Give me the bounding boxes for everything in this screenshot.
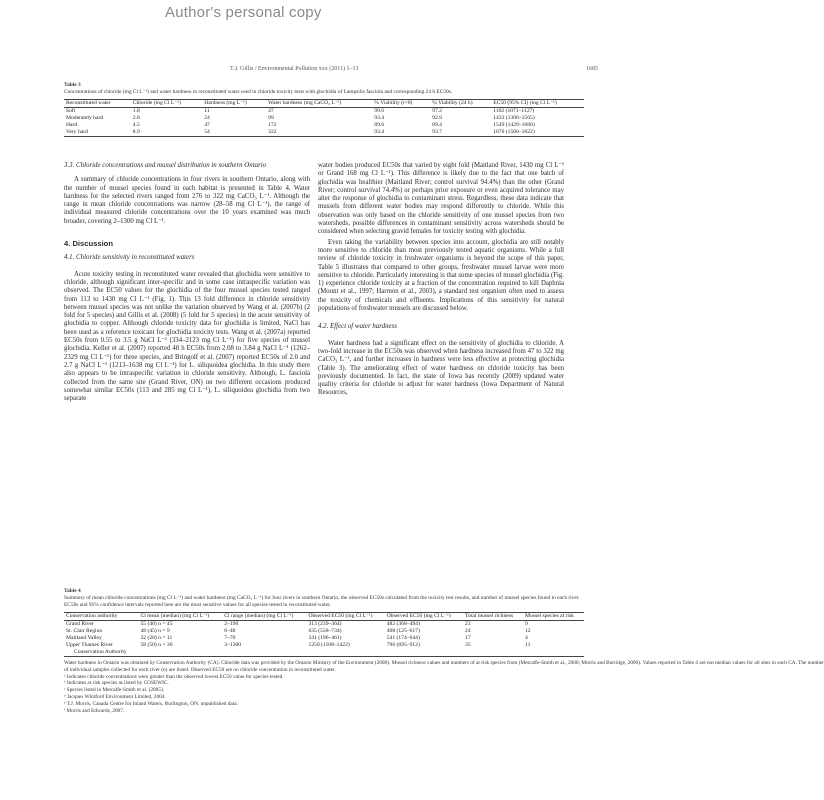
paragraph: Water hardness had a significant effect on the sensitivity of glochidia to chloride. A two-fold increase in the EC50s was observed when hardness increased from 47 to 322 mg CaCO₃ L⁻¹, and further increases in hardness were less effective at protecting glochidia (Table 3). The ameliorating effect of water hardness on chloride toxicity has been previously documented. In fact, the state of Iowa has recently (2009) updated water quality criteria for chloride to adjust for water hardness (Iowa Department of Natural Resources,: [318, 339, 564, 397]
table-cell: 1250 (1108–1422): [308, 642, 350, 648]
paragraph: A summary of chloride concentrations in four rivers in southern Ontario, along with the number of mussel species found in each habitat is presented in Table 4. Water hardness for the selected rivers ranged from 276 to 322 mg CaCO₃ L⁻¹. Although the range in mean chloride concentrations was narrow (28–58 mg Cl L⁻¹), the range of individual measured chloride concentrations over the 10 years examined was much broader, covering 2–1300 mg Cl L⁻¹.: [64, 176, 310, 225]
table-cell: 541 (174–644): [386, 635, 420, 641]
table3-label: Table 3: [64, 82, 81, 88]
table-cell: 408 (125–617): [386, 628, 420, 634]
table3-header-row: [64, 100, 584, 108]
footnote: ᶠ Morris and Edwards, 2007.: [64, 707, 125, 714]
table4-header: Cl range (median) (mg Cl L⁻¹): [222, 613, 306, 621]
table-cell: [385, 649, 463, 657]
table-cell: Very hard: [66, 129, 88, 135]
table-row: [64, 129, 584, 137]
table-cell: 635 (558–734): [308, 628, 342, 634]
table-cell: 796 (695–912): [386, 642, 420, 648]
table-cell: 93.4: [374, 129, 385, 135]
table-cell: Grand River: [66, 621, 94, 627]
paragraph: Acute toxicity testing in reconstituted water revealed that glochidia were sensitive to chloride, although significant inter-specific and in some case intraspecific variation was observed. The EC50 values for the glochidia of the four mussel species tested ranged from 113 to 1430 mg Cl L⁻¹ (Fig. 1). This 13 fold difference in chloride sensitivity between mussel species was not unlike the variation observed by Wang et al. (2007b) (2 fold for 5 species) and Gillis et al. (2008) (5 fold for 5 species) in the acute sensitivity of glochidia to copper. Although chloride toxicity data for glochidia is limited, NaCl has been used as a reference toxicant for glochidia toxicity tests. Wang et al. (2007a) reported EC50s from 0.55 to 3.5 g NaCl L⁻¹ (334–2123 mg Cl L⁻¹) for five species of mussel glochidia. Keller et al. (2007) reported 48 h EC50s from 2.08 to 3.84 g NaCl L⁻¹ (1262–2329 mg Cl L⁻¹) for three species, and Bringolf et al. (2007) reported EC50s of 2.0 and 2.7 g NaCl L⁻¹ (1213–1638 mg Cl L⁻¹) for L. siliquoidea glochidia. In this study there also appears to be intraspecific variation in chloride sensitivity. Although, L. fasciola collected from the same site (Grand River, ON) on two different occasions produced somewhat similar EC50s (113 and 285 mg Cl L⁻¹), L. siliquoidea glochidia from two separate: [64, 270, 310, 403]
table4-header: Observed EC50 (mg Cl L⁻¹): [385, 613, 463, 621]
paragraph: water bodies produced EC50s that varied by eight fold (Maitland River, 1430 mg Cl L⁻¹ or Grand 168 mg Cl L⁻¹). This difference is likely due to the fact that one batch of glochidia was healthier (Maitland River; control survival 94.4%) than the other (Grand River; control survival 74.4%) or perhaps prior exposure or even acquired tolerance may alter the response of glochidia to contaminant stress. Regardless, these data indicate that mussels from different water bodies may respond differently to chloride. While this observation was only based on the chloride sensitivity of one mussel species from two watersheds, possible differences in contaminant sensitivity across watersheds should be considered when selecting gravid females for toxicity testing with glochidia.: [318, 162, 564, 236]
table-cell: Hard: [66, 122, 78, 128]
table-cell: 11: [525, 642, 531, 648]
table-cell: 48 (45) n = 9: [140, 628, 170, 634]
table-cell: 55 (48) n = 45: [140, 621, 173, 627]
table-cell: 172: [268, 122, 277, 128]
table-row: [64, 108, 584, 116]
table4-header: Cl mean (median) (mg Cl L⁻¹): [138, 613, 222, 621]
paragraph: Even taking the variability between species into account, glochidia are still notably more sensitive to chloride than most previously tested aquatic organisms. While a full review of chloride toxicity in freshwater organisms is beyond the scope of this paper, Table 5 illustrates that compared to other groups, freshwater mussel larvae were more sensitive to chloride. Particularly interesting is that some species of mussel glochidia (Fig. 1) experience chloride toxicity at a fraction of the concentration required to kill Daphnia (Mount et al., 1997; Harmon et al., 2003), a standard test organism often used to assess the toxicity of chemicals and effluents. Implications of this sensitivity for natural populations of freshwater mussels are discussed below.: [318, 238, 564, 313]
table-row: [64, 115, 584, 122]
table3-header: EC50 (95% CI) (mg Cl L⁻¹): [491, 100, 584, 108]
table-row: [64, 635, 584, 642]
table4-label: Table 4: [64, 588, 81, 594]
table-cell: 97.2: [432, 108, 442, 114]
table-cell: 2–190: [224, 621, 239, 627]
table3-caption: [64, 82, 584, 96]
table-cell: 8.9: [132, 129, 140, 135]
table-cell: St. Clair Region: [66, 628, 103, 634]
footnote: of individual samples collected for each river (n) are listed. Observed EC50 are on chloride concentration in reconstituted water.: [64, 666, 336, 673]
table4-header: Observed EC50 (mg Cl L⁻¹): [306, 613, 384, 621]
table-cell: Soft: [66, 108, 76, 114]
table-cell: 3–1300: [224, 642, 242, 648]
watermark-text: Author's personal copy: [165, 4, 322, 21]
table-cell: 58 (50) n = 36: [140, 642, 173, 648]
table-cell: 4.5: [132, 122, 140, 128]
table3-header: % Viability (24 h): [430, 100, 491, 108]
table-cell: Moderately hard: [66, 115, 104, 121]
table3-header: Chloride (mg Cl L⁻¹): [131, 100, 202, 108]
table-row: [64, 649, 584, 657]
table-cell: 482 (368–494): [386, 621, 420, 627]
table3-block: [64, 82, 584, 137]
table-cell: 99.6: [374, 108, 385, 114]
table-cell: Maitland Valley: [66, 635, 102, 641]
table-cell: 47: [268, 108, 274, 114]
table-cell: 93.7: [432, 129, 442, 135]
footnote: ᵃ Indicates chloride concentrations were greater than the observed lowest EC50 value for species tested.: [64, 673, 284, 680]
table3-header: Water hardness (mg CaCO₃ L⁻¹): [266, 100, 372, 108]
footnote: Water hardness in Ontario was obtained by Conservation Authority (CA). Chloride data was provided by the Ontario Ministry of the Environment (2008). Mussel richness values and numbers of at risk species from (Metcalfe-Smith et al., 2000; Morris and Burridge, 2006). Values reported in Table 4 are not median values for all sites in each CA. The number: [64, 660, 824, 666]
table4-header: Conservation authority: [64, 613, 138, 621]
table-cell: 23: [465, 621, 471, 627]
table-row: [64, 628, 584, 635]
table4-header: Mussel species at risk: [523, 613, 584, 621]
table-cell: 24: [465, 628, 471, 634]
table-cell: Upper Thames River: [66, 642, 113, 648]
table-row: [64, 621, 584, 629]
table-cell: [463, 649, 523, 657]
table-cell: 1433 (1306–1565): [493, 115, 535, 121]
section-heading-3-3: 3.3. Chloride concentrations and mussel distribution in southern Ontario: [64, 162, 267, 169]
table-cell: 1102 (1071–1127): [493, 108, 535, 114]
table-cell: 17: [465, 635, 471, 641]
table-cell: 54: [204, 129, 210, 135]
table3: [64, 99, 584, 137]
table-cell: 4: [525, 635, 528, 641]
table-cell: 24: [204, 115, 210, 121]
table-cell: 341 (196–461): [308, 635, 342, 641]
table-cell: 47: [204, 122, 210, 128]
table-cell: 99: [268, 115, 274, 121]
table-cell: 9: [525, 621, 528, 627]
table-cell: [523, 649, 584, 657]
table4-block: [64, 588, 824, 714]
table-row: [64, 122, 584, 129]
table4: [64, 612, 584, 657]
table-cell: 93.4: [374, 115, 385, 121]
table3-header: Hardness (mg L⁻¹): [202, 100, 266, 108]
table-cell: 7–70: [224, 635, 236, 641]
table-cell: 313 (239–364): [308, 621, 342, 627]
table-cell: 322: [268, 129, 277, 135]
footnote: ᵇ Indicates at risk species as listed by COSEWIC.: [64, 680, 169, 687]
left-column: [64, 162, 310, 403]
journal-reference: T.J. Gillis / Environmental Pollution xxx (2011) 1–13: [230, 66, 359, 72]
table-cell: 92.9: [432, 115, 442, 121]
table-cell: 1670 (1560–1822): [493, 129, 535, 135]
footnote: ᶜ Species listed in Metcalfe-Smith et al. (2005).: [64, 687, 165, 694]
page-number: 1685: [586, 66, 598, 72]
table-cell: [138, 649, 222, 657]
footnote: ᵉ T.J. Morris, Canada Centre for Inland Waters, Burlington, ON. unpublished data.: [64, 700, 238, 707]
subsection-heading-4-1: 4.1. Chloride sensitivity in reconstituted waters: [64, 254, 195, 262]
table-cell: 2.8: [132, 115, 140, 121]
table4-header: Total mussel richness: [463, 613, 523, 621]
table-cell: Conservation Authority: [74, 649, 127, 655]
footnote: ᵈ Jacques Whitford Environment Limited, 2004.: [64, 693, 166, 700]
discussion-heading: 4. Discussion: [64, 239, 113, 249]
table-cell: 89.6: [374, 122, 385, 128]
table-cell: 11: [204, 108, 210, 114]
right-column: [318, 162, 564, 398]
table-cell: [306, 649, 384, 657]
table3-header: Reconstituted water: [64, 100, 131, 108]
subsection-heading-4-2: 4.2. Effect of water hardness: [318, 323, 397, 331]
table4-header-row: [64, 613, 584, 621]
table4-caption-text: Summary of mean chloride concentrations (mg Cl L⁻¹) and water hardness (mg CaCO₃ L⁻¹) for four rivers in southern Ontario, the observed EC50s calculated from the toxicity test results, and number of mussel species found in each river. EC50s and 95% confidence intervals reported here are the most sensitive values for all species tested in reconstituted water.: [64, 595, 580, 608]
table3-header: % Viability (t=0): [372, 100, 430, 108]
table-cell: 1549 (1429–1680): [493, 122, 535, 128]
table-cell: 35: [465, 642, 471, 648]
table4-caption: [64, 588, 584, 609]
table-cell: 32 (28) n = 11: [140, 635, 173, 641]
table3-caption-text: Concentrations of chloride (mg Cl L⁻¹) and water hardness in reconstituted water used in chloride toxicity tests with glochidia of Lampsilis fasciola and corresponding 24 h EC50s.: [64, 89, 453, 95]
table-cell: 89.4: [432, 122, 442, 128]
table4-footnotes: [64, 660, 824, 714]
table-cell: 12: [525, 628, 531, 634]
table-cell: 6–40: [224, 628, 236, 634]
table-cell: [222, 649, 306, 657]
table-row: [64, 642, 584, 649]
table-cell: 1.8: [132, 108, 140, 114]
